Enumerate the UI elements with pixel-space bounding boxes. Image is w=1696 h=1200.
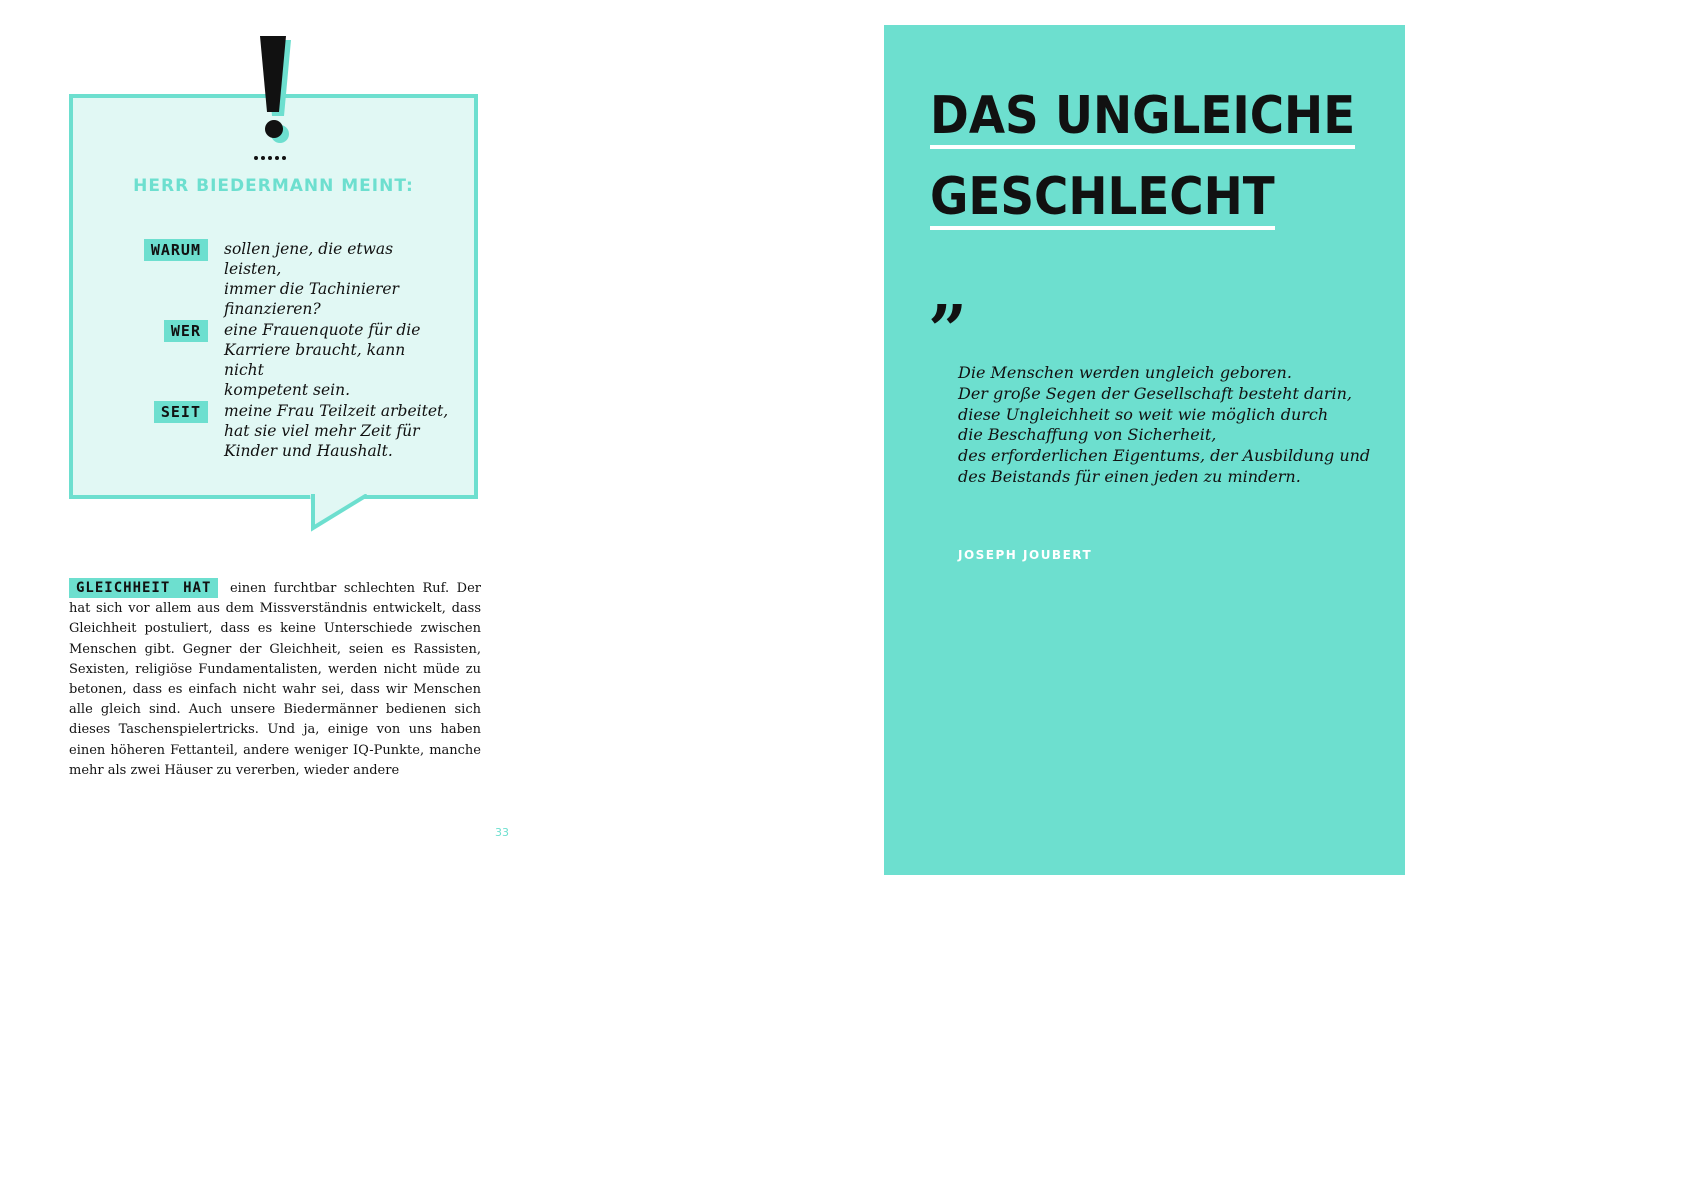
statement-text: sollen jene, die etwas leisten, immer die Tachinierer finanzieren? [224, 240, 399, 318]
quote-mark-icon: ” [928, 291, 968, 371]
quote-text [958, 363, 1378, 488]
quote-line: Die Menschen werden ungleich geboren. [958, 363, 1292, 382]
page-number: 33 [495, 826, 509, 839]
statement-keyword: WARUM [144, 239, 208, 261]
quote-line: Der große Segen der Gesellschaft besteht darin, [958, 383, 1352, 403]
paragraph-lead-keyword: GLEICHHEIT HAT [69, 578, 218, 598]
statement-text: eine Frauenquote für die Karriere braucht, kann nicht kompetent sein. [224, 321, 421, 399]
quote-line: die Beschaffung von Sicherheit, [958, 425, 1217, 445]
right-page [848, 0, 1696, 1200]
chapter-title-line-1: DAS UNGLEICHE [930, 87, 1355, 149]
chapter-panel [884, 25, 1405, 875]
quote-line: des Beistands für einen jeden zu mindern. [958, 466, 1301, 486]
paragraph-text: einen furchtbar schlechten Ruf. Der hat sich vor allem aus dem Missverständnis entwickelt, dass Gleichheit postuliert, dass es keine Unterschiede zwischen Menschen gibt. Gegner der Gleichheit, seien es Rassisten, Sexisten, religiöse Fundamentalisten, werden nicht müde zu betonen, dass es einfach nicht wahr sei, dass wir Menschen alle gleich sind. Auch unsere Biedermänner bedienen sich dieses Taschenspielertricks. Und ja, einige von uns haben einen höheren Fettanteil, andere weniger IQ-Punkte, manche mehr als zwei Häuser zu vererben, wieder andere [69, 581, 481, 778]
quote-line: des erforderlichen Eigentums, der Ausbildung und [958, 446, 1371, 466]
speech-bubble-tail-icon [310, 494, 372, 534]
exclamation-icon [256, 36, 296, 146]
statement-keyword: WER [164, 320, 208, 342]
chapter-title-line-2: GESCHLECHT [930, 168, 1275, 230]
quote-author: JOSEPH JOUBERT [958, 548, 1093, 562]
statement-keyword: SEIT [154, 401, 208, 423]
body-paragraph [69, 578, 481, 781]
dots-divider [254, 156, 286, 160]
statement-text: meine Frau Teilzeit arbeitet, hat sie viel mehr Zeit für Kinder und Haushalt. [224, 402, 449, 460]
bubble-heading: HERR BIEDERMANN MEINT: [133, 176, 414, 196]
quote-line: diese Ungleichheit so weit wie möglich durch [958, 404, 1329, 424]
